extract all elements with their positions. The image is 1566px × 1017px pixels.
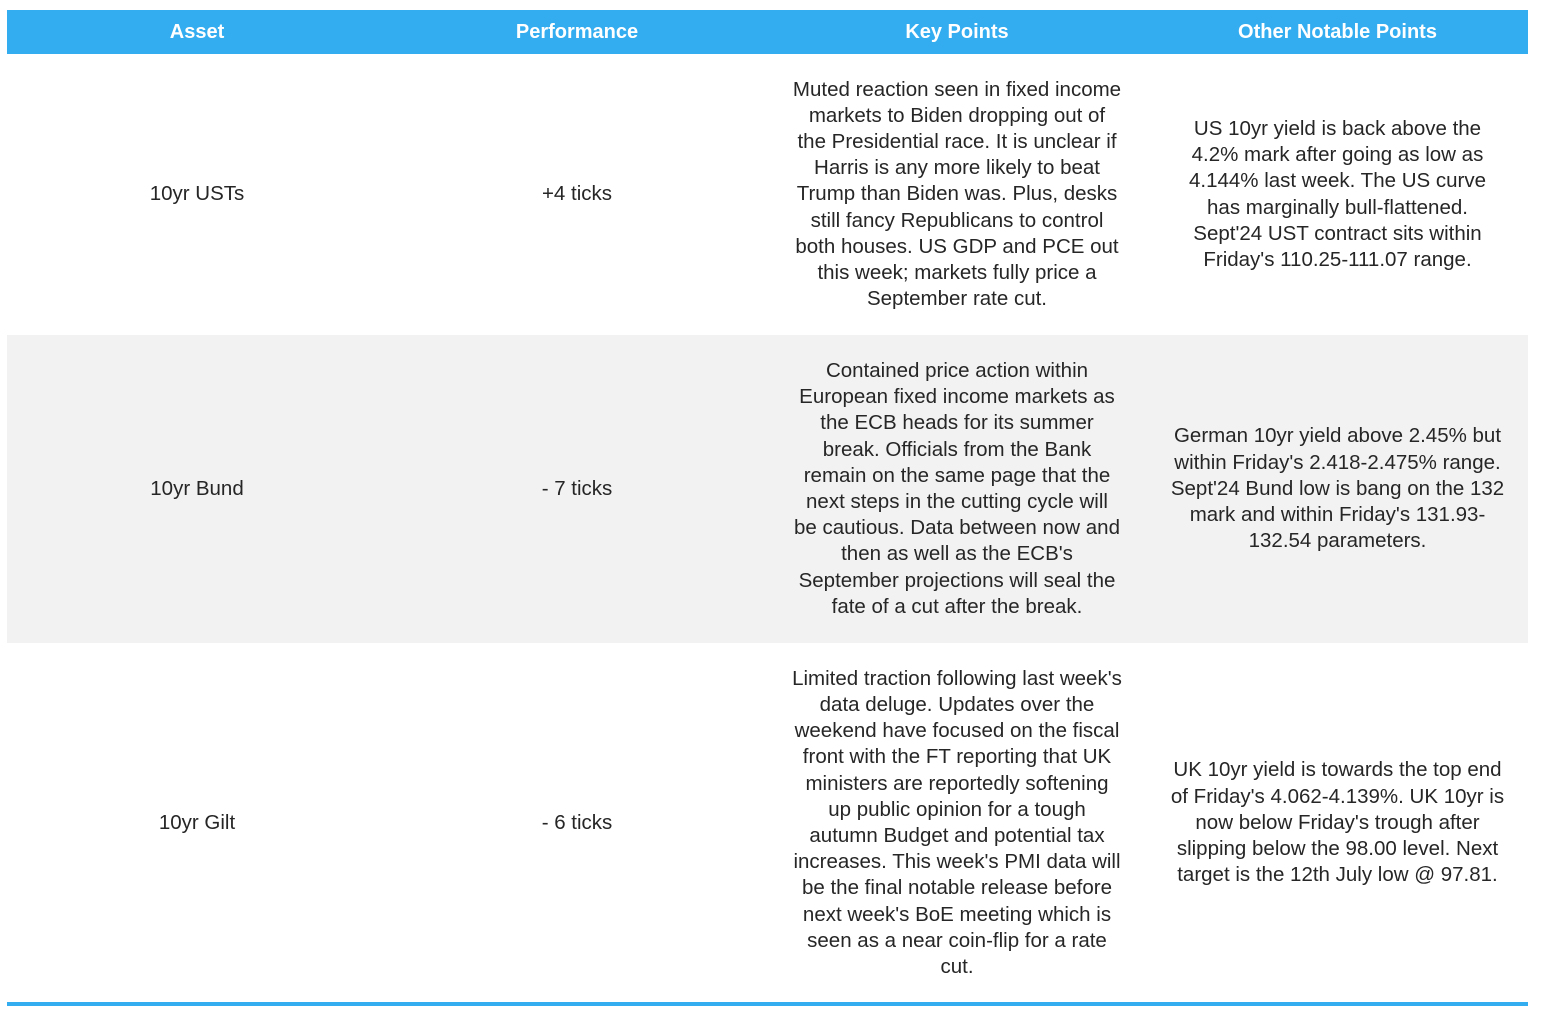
- table-header: [7, 10, 1528, 54]
- other-points-text: UK 10yr yield is towards the top end of Friday's 4.062-4.139%. UK 10yr is now below Friday's trough after slipping below the 98.00 level. Next target is the 12th July low @ 97.81.: [1170, 758, 1505, 887]
- other-points-cell: [1147, 643, 1528, 1003]
- other-points-text: US 10yr yield is back above the 4.2% mark after going as low as 4.144% last week. The US curve has marginally bull-flattened. Sept'24 UST contract sits within Friday's 110.25-111.07 range.: [1188, 116, 1487, 271]
- key-points-cell: [767, 335, 1147, 643]
- key-points-text: Limited traction following last week's data deluge. Updates over the weekend have focused on the fiscal front with the FT reporting that UK ministers are reportedly softening up public opinion for a tough autumn Budget and potential tax increases. This week's PMI data will be the final notable release before next week's BoE meeting which is seen as a near coin-flip for a rate cut.: [792, 666, 1122, 979]
- header-asset: Asset: [169, 20, 225, 43]
- other-points-cell: [1147, 335, 1528, 643]
- performance-cell: - 7 ticks: [541, 476, 613, 500]
- asset-cell: 10yr Gilt: [158, 810, 236, 834]
- header-other-points: Other Notable Points: [1238, 20, 1437, 43]
- other-points-cell: [1147, 54, 1528, 335]
- table-row: [7, 335, 1528, 643]
- key-points-cell: [767, 643, 1147, 1003]
- asset-cell: 10yr Bund: [150, 476, 244, 500]
- other-points-text: German 10yr yield above 2.45% but within Friday's 2.418-2.475% range. Sept'24 Bund low is bang on the 132 mark and within Friday's 131.93-132.54 parameters.: [1170, 424, 1505, 553]
- key-points-text: Muted reaction seen in fixed income markets to Biden dropping out of the Presidential race. It is unclear if Harris is any more likely to beat Trump than Biden was. Plus, desks still fancy Republicans to control both houses. US GDP and PCE out this week; markets fully price a September rate cut.: [792, 77, 1122, 311]
- header-key-points: Key Points: [905, 20, 1009, 43]
- key-points-cell: [767, 54, 1147, 335]
- performance-cell: +4 ticks: [541, 182, 613, 206]
- table-row: [7, 54, 1528, 335]
- market-table: [7, 10, 1528, 1003]
- performance-cell: - 6 ticks: [541, 810, 613, 834]
- header-performance: Performance: [515, 20, 639, 43]
- asset-cell: 10yr USTs: [149, 182, 245, 206]
- table-row: [7, 643, 1528, 1003]
- table-bottom-rule: [7, 1002, 1528, 1006]
- key-points-text: Contained price action within European fixed income markets as the ECB heads for its summer break. Officials from the Bank remain on the same page that the next steps in the cutting cycle will be cautious. Data between now and then as well as the ECB's September projections will seal the fate of a cut after the break.: [794, 358, 1120, 618]
